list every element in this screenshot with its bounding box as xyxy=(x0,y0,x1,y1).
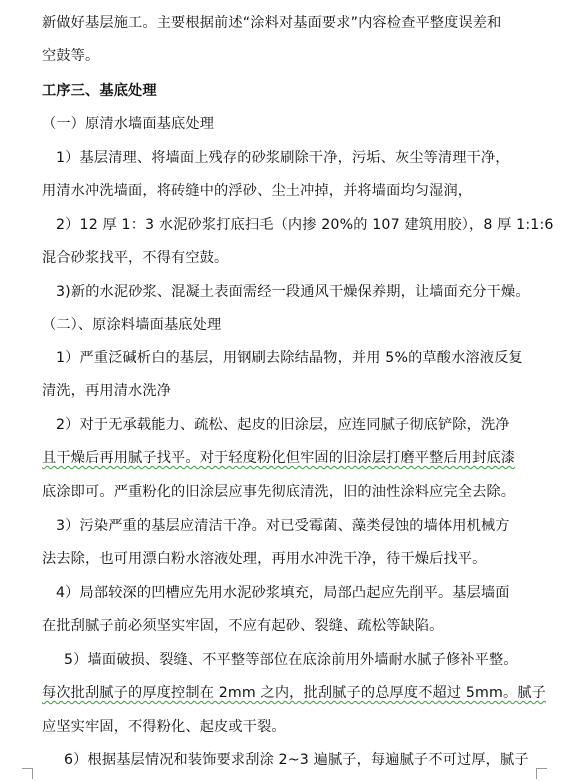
paragraph-line: 2）对于无承载能力、疏松、起皮的旧涂层，应连同腻子彻底铲除，洗净 xyxy=(56,417,510,433)
page-corner-mark xyxy=(536,768,547,779)
paragraph-line: 在批刮腻子前必须坚实牢固，不应有起砂、裂缝、疏松等缺陷。 xyxy=(42,618,444,634)
paragraph-line: 空鼓等。 xyxy=(42,48,100,64)
paragraph-line: 用清水冲洗墙面，将砖缝中的浮砂、尘土冲掉，并将墙面均匀湿润， xyxy=(42,183,473,199)
subsection-heading: （二）、原涂料墙面基底处理 xyxy=(42,317,222,333)
paragraph-line: 混合砂浆找平，不得有空鼓。 xyxy=(42,250,229,266)
paragraph-line: 法去除，也可用漂白粉水溶液处理，再用水冲洗干净，待干燥后找平。 xyxy=(42,551,487,567)
paragraph-line: 4）局部较深的凹槽应先用水泥砂浆填充，局部凸起应先削平。基层墙面 xyxy=(56,585,510,601)
paragraph-line: 3)新的水泥砂浆、混凝土表面需经一段通风干燥保养期，让墙面充分干燥。 xyxy=(56,284,530,300)
paragraph-line: 应坚实牢固，不得粉化、起皮或干裂。 xyxy=(42,719,286,735)
paragraph-line: 每次批刮腻子的厚度控制在 2mm 之内，批刮腻子的总厚度不超过 5mm。腻子 xyxy=(42,685,547,701)
paragraph-line: 3）污染严重的基层应清洁干净。对已受霉菌、藻类侵蚀的墙体用机械方 xyxy=(56,518,510,534)
paragraph-line: 6）根据基层情况和装饰要求刮涂 2~3 遍腻子，每遍腻子不可过厚，腻子 xyxy=(64,752,529,768)
paragraph-line: 2）12 厚 1：3 水泥砂浆打底扫毛（内掺 20%的 107 建筑用胶），8 厚 1:1:6 xyxy=(56,217,554,233)
paragraph-line: 1）基层清理、将墙面上残存的砂浆刷除干净，污垢、灰尘等清理干净， xyxy=(56,150,510,166)
paragraph-line: 5）墙面破损、裂缝、不平整等部位在底涂前用外墙耐水腻子修补平整。 xyxy=(64,652,518,668)
paragraph-line: 且干燥后再用腻子找平。对于轻度粉化但牢固的旧涂层打磨平整后用封底漆 xyxy=(42,450,516,466)
page-corner-mark xyxy=(22,768,33,779)
paragraph-line: 清洗，再用清水洗净 xyxy=(42,383,172,399)
section-heading: 工序三、基底处理 xyxy=(42,83,157,99)
paragraph-line: 底涂即可。严重粉化的旧涂层应事先彻底清洗，旧的油性涂料应完全去除。 xyxy=(42,484,516,500)
paragraph-line: 新做好基层施工。主要根据前述“涂料对基面要求”内容检查平整度误差和 xyxy=(42,15,502,31)
subsection-heading: （一）原清水墙面基底处理 xyxy=(42,116,215,132)
paragraph-line: 1）严重泛碱析白的基层，用钢刷去除结晶物，并用 5%的草酸水溶液反复 xyxy=(56,350,523,366)
